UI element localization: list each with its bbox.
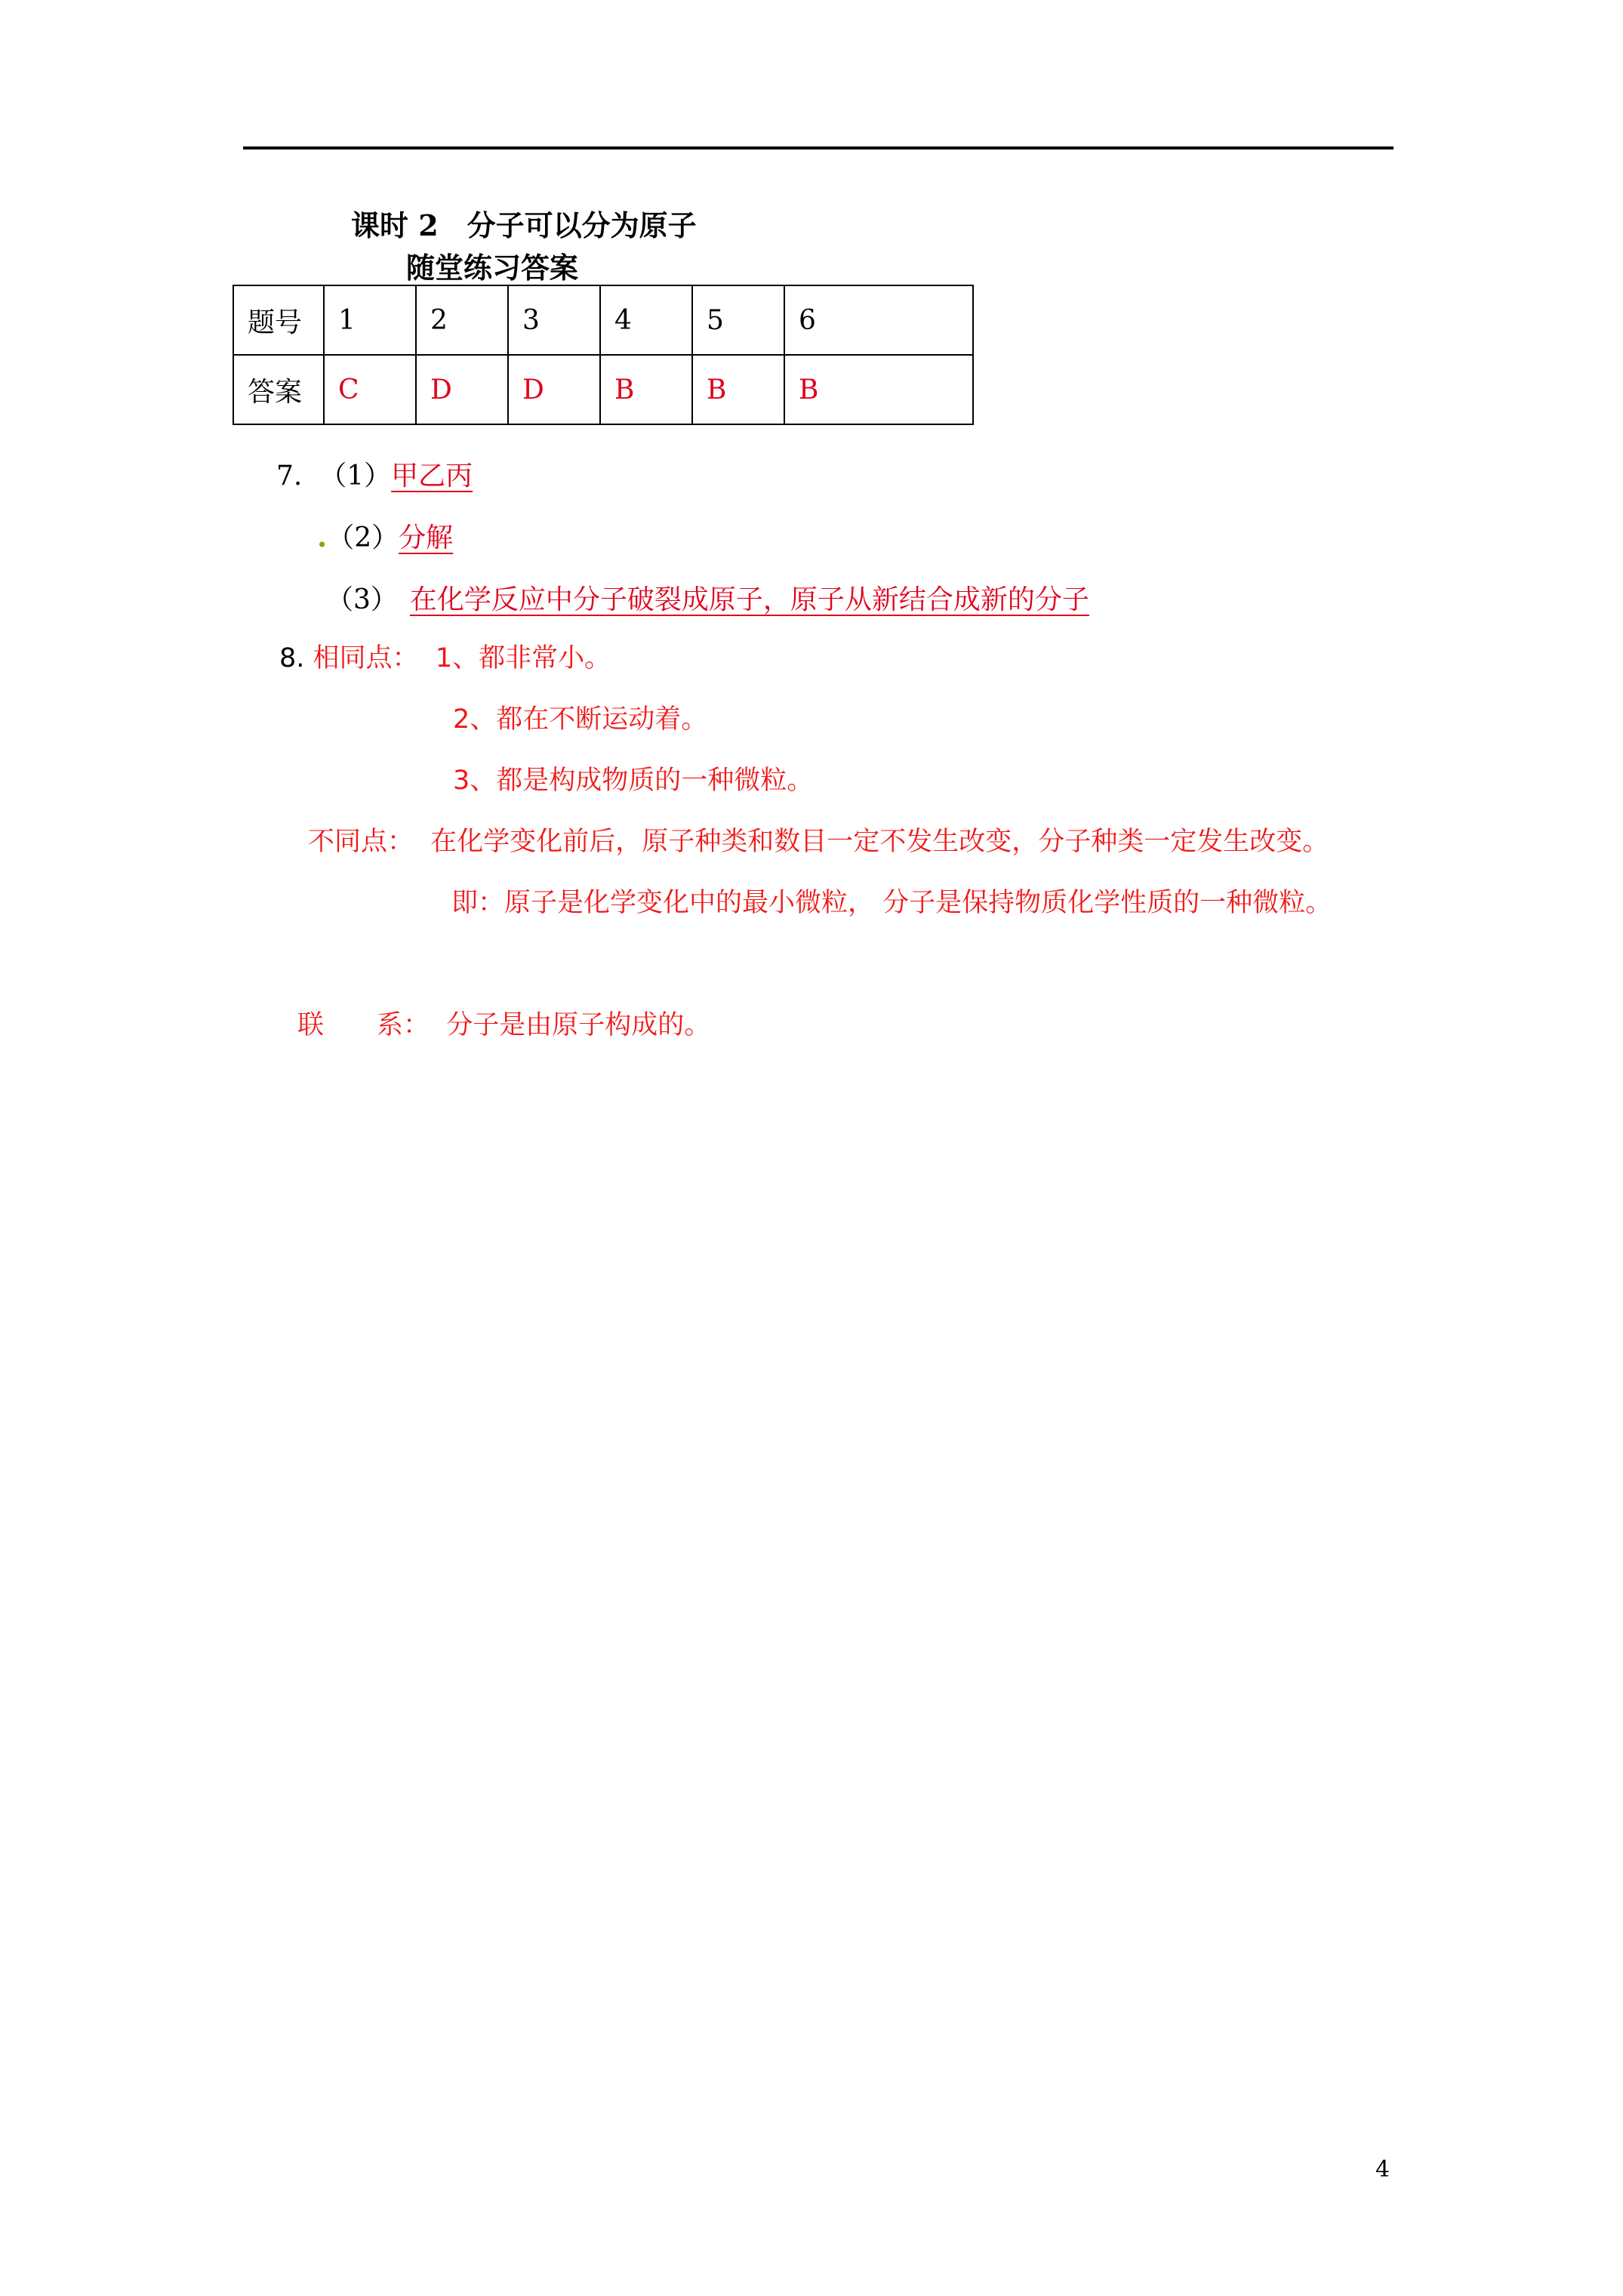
question-number: 3 bbox=[508, 285, 600, 355]
answer-cell: D bbox=[416, 355, 508, 424]
page-number: 4 bbox=[1375, 2156, 1390, 2183]
q8-line-same bbox=[279, 637, 611, 675]
q7-part1-label: （1） bbox=[319, 461, 392, 492]
q7-part1-answer: 甲乙丙 bbox=[391, 461, 473, 492]
row-label-question: 题号 bbox=[233, 285, 324, 355]
q7-part2-answer: 分解 bbox=[399, 522, 454, 553]
q8-diff-label: 不同点： bbox=[308, 827, 414, 857]
answer-cell: B bbox=[784, 355, 973, 424]
q8-line-diff bbox=[308, 821, 1329, 858]
section-title: 随堂练习答案 bbox=[406, 251, 579, 285]
q7-part3-label: （3） bbox=[326, 584, 398, 615]
q7-part2-label: （2） bbox=[327, 522, 399, 553]
q8-link-text: 分子是由原子构成的。 bbox=[446, 1010, 711, 1040]
q8-line-link bbox=[297, 1004, 710, 1042]
q8-same-item: 2、都在不断运动着。 bbox=[453, 704, 708, 735]
q8-number: 8. bbox=[279, 643, 305, 673]
answer-cell: B bbox=[600, 355, 692, 424]
q7-line-2 bbox=[317, 516, 453, 555]
answer-cell: D bbox=[508, 355, 600, 424]
question-number: 2 bbox=[416, 285, 508, 355]
table-row-questions bbox=[233, 285, 973, 355]
question-number: 6 bbox=[784, 285, 973, 355]
answer-cell: B bbox=[692, 355, 784, 424]
lesson-title: 课时 2 分子可以分为原子 bbox=[351, 208, 697, 242]
q7-part3-answer: 在化学反应中分子破裂成原子，原子从新结合成新的分子 bbox=[409, 584, 1089, 615]
q8-diff-text: 在化学变化前后，原子种类和数目一定不发生改变，分子种类一定发生改变。 bbox=[430, 827, 1329, 857]
q7-line-3 bbox=[326, 578, 1101, 617]
q8-link-label: 联 系： bbox=[297, 1010, 430, 1040]
q7-line-1 bbox=[276, 455, 473, 493]
q7-number: 7. bbox=[276, 461, 303, 492]
q8-same-item: 3、都是构成物质的一种微粒。 bbox=[453, 766, 814, 796]
row-label-answer: 答案 bbox=[233, 355, 324, 424]
stray-dot: . bbox=[317, 519, 328, 553]
table-row-answers bbox=[233, 355, 973, 424]
q8-same-item: 1、都非常小。 bbox=[435, 643, 611, 673]
header-rule bbox=[243, 146, 1394, 149]
question-number: 1 bbox=[324, 285, 416, 355]
q8-diff-text-2: 即：原子是化学变化中的最小微粒， 分子是保持物质化学性质的一种微粒。 bbox=[451, 888, 1332, 918]
answer-cell: C bbox=[324, 355, 416, 424]
question-number: 4 bbox=[600, 285, 692, 355]
answer-table bbox=[233, 285, 974, 425]
q8-same-label: 相同点： bbox=[313, 643, 419, 673]
question-number: 5 bbox=[692, 285, 784, 355]
